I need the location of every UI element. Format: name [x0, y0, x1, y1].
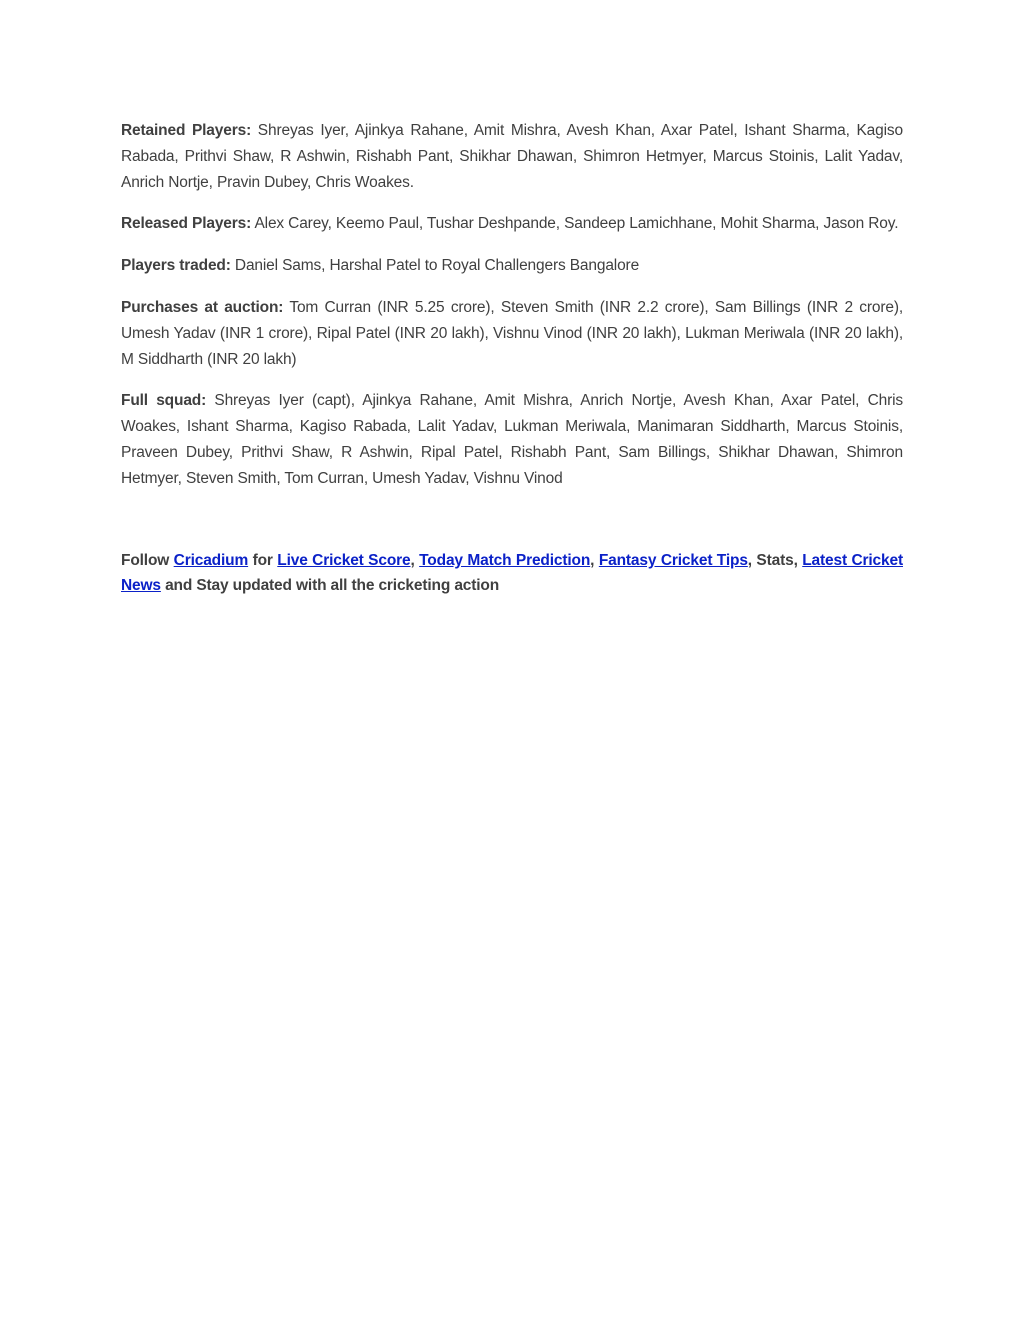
- full-squad-paragraph: [121, 388, 903, 491]
- live-cricket-score-link[interactable]: Live Cricket Score: [277, 551, 411, 569]
- full-squad-label: Full squad:: [121, 392, 207, 410]
- follow-text-3: ,: [410, 551, 420, 569]
- released-players-label: Released Players:: [121, 215, 252, 233]
- retained-players-paragraph: [121, 118, 903, 195]
- follow-text-6: and Stay updated with all the cricketing action: [160, 577, 500, 595]
- follow-paragraph: [121, 548, 903, 600]
- retained-players-label: Retained Players:: [121, 122, 252, 139]
- document-page: [121, 118, 903, 615]
- players-traded-list: Daniel Sams, Harshal Patel to Royal Challengers Bangalore: [230, 257, 640, 275]
- players-traded-label: Players traded:: [121, 257, 231, 275]
- follow-text-4: ,: [590, 551, 599, 569]
- auction-purchases-list: Tom Curran (INR 5.25 crore), Steven Smith (INR 2.2 crore), Sam Billings (INR 2 crore), Umesh Yadav (INR 1 crore), Ripal Patel (INR 20 lakh), Vishnu Vinod (INR 20 lakh), Lukman Meriwala (INR 20 lakh), M Siddharth (INR 20 lakh): [121, 298, 903, 368]
- follow-text-1: Follow: [121, 551, 174, 569]
- auction-purchases-label: Purchases at auction:: [121, 298, 284, 316]
- today-match-prediction-link[interactable]: Today Match Prediction: [419, 551, 591, 569]
- retained-players-list: Shreyas Iyer, Ajinkya Rahane, Amit Mishra, Avesh Khan, Axar Patel, Ishant Sharma, Kagiso Rabada, Prithvi Shaw, R Ashwin, Rishabh Pant, Shikhar Dhawan, Shimron Hetmyer, Marcus Stoinis, Lalit Yadav, Anrich Nortje, Pravin Dubey, Chris Woakes.: [121, 122, 903, 191]
- full-squad-list: Shreyas Iyer (capt), Ajinkya Rahane, Amit Mishra, Anrich Nortje, Avesh Khan, Axar Patel, Chris Woakes, Ishant Sharma, Kagiso Rabada, Lalit Yadav, Lukman Meriwala, Manimaran Siddharth, Marcus Stoinis, Praveen Dubey, Prithvi Shaw, R Ashwin, Ripal Patel, Rishabh Pant, Sam Billings, Shikhar Dhawan, Shimron Hetmyer, Steven Smith, Tom Curran, Umesh Yadav, Vishnu Vinod: [121, 392, 903, 487]
- follow-text-2: for: [248, 551, 278, 569]
- auction-purchases-paragraph: [121, 295, 903, 372]
- released-players-list: Alex Carey, Keemo Paul, Tushar Deshpande, Sandeep Lamichhane, Mohit Sharma, Jason Roy.: [251, 215, 899, 233]
- cricadium-link[interactable]: Cricadium: [173, 551, 249, 569]
- players-traded-paragraph: [121, 253, 903, 279]
- fantasy-cricket-tips-link[interactable]: Fantasy Cricket Tips: [598, 551, 748, 569]
- latest-cricket-news-link[interactable]: Latest Cricket News: [121, 551, 903, 595]
- follow-text-5: , Stats,: [747, 551, 803, 569]
- released-players-paragraph: [121, 211, 903, 237]
